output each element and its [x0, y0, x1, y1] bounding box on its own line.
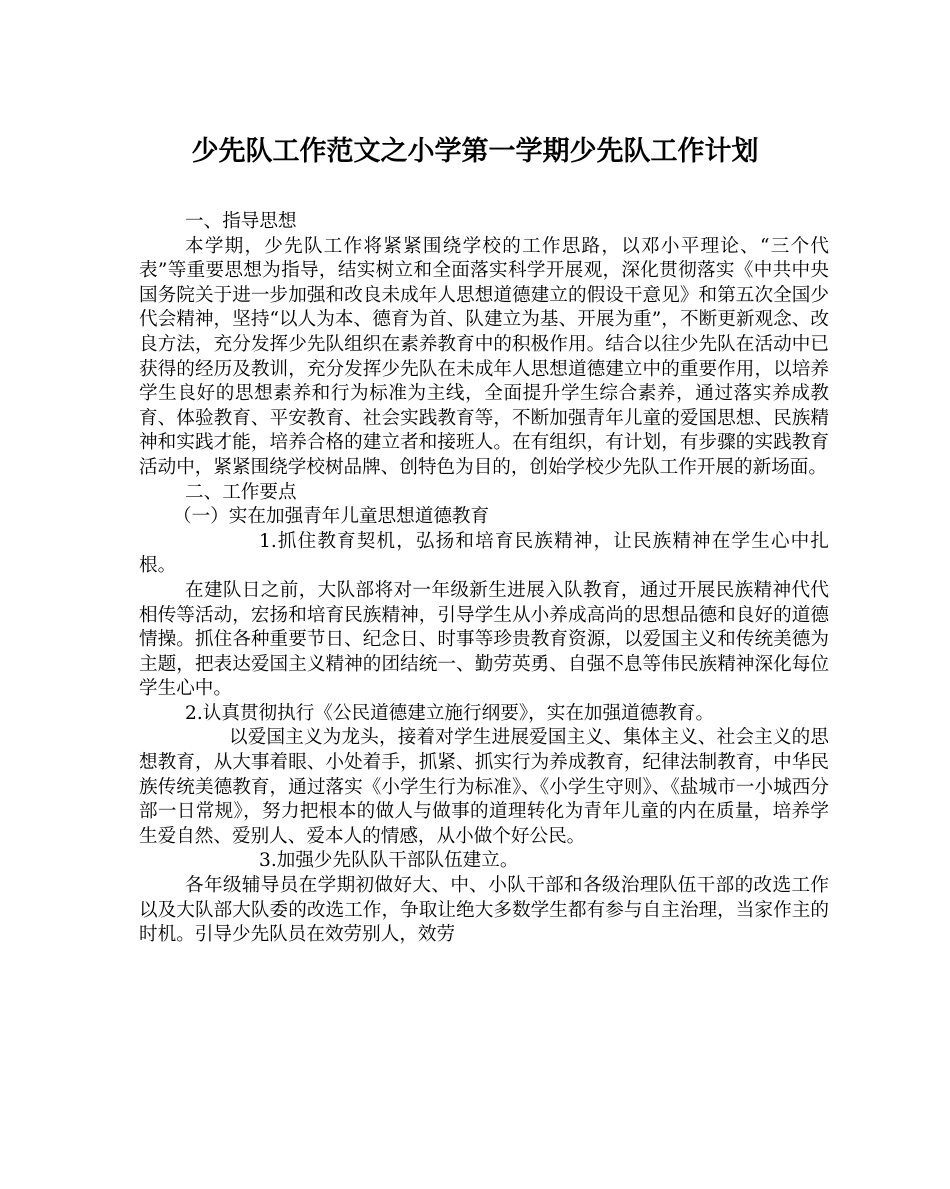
- document-title: 少先队工作范文之小学第一学期少先队工作计划: [191, 136, 759, 167]
- document-body: [139, 210, 829, 948]
- section-heading-work-points: 二、工作要点: [185, 481, 297, 503]
- item-heading-2: 2.认真贯彻执行《公民道德建立施行纲要》，实在加强道德教育。: [185, 702, 715, 724]
- paragraph-item-2: 以爱国主义为龙头，接着对学生进展爱国主义、集体主义、社会主义的思想教育，从大事着眼、小处着手，抓紧、抓实行为养成教育，纪律法制教育，中华民族传统美德教育，通过落实《小学生行为标准》、《小学生守则》、《盐城市一小城西分部一日常规》，努力把根本的做人与做事的道理转化为青年儿童的内在质量，培养学生爱自然、爱别人、爱本人的情感，从小做个好公民。: [139, 727, 829, 847]
- subsection-heading-moral-education: （一）实在加强青年儿童思想道德教育: [173, 506, 490, 528]
- item-heading-1: 1.抓住教育契机，弘扬和培育民族精神，让民族精神在学生心中扎根。: [139, 530, 829, 577]
- section-heading-guiding-ideology: 一、指导思想: [185, 211, 297, 232]
- item-heading-3: 3.加强少先队队干部队伍建立。: [259, 850, 519, 872]
- paragraph-item-1: 在建队日之前，大队部将对一年级新生进展入队教育，通过开展民族精神代代相传等活动，宏扬和培育民族精神，引导学生从小养成高尚的思想品德和良好的道德情操。抓住各种重要节日、纪念日、时事等珍贵教育资源，以爱国主义和传统美德为主题，把表达爱国主义精神的团结统一、勤劳英勇、自强不息等伟民族精神深化每位学生心中。: [139, 579, 829, 700]
- paragraph-guiding-ideology: 本学期，少先队工作将紧紧围绕学校的工作思路，以邓小平理论、“三个代表”等重要思想为指导，结实树立和全面落实科学开展观，深化贯彻落实《中共中央国务院关于进一步加强和改良未成年人思想道德建立的假设干意见》和第五次全国少代会精神，坚持“以人为本、德育为首、队建立为基、开展为重”，不断更新观念、改良方法，充分发挥少先队组织在素养教育中的积极作用。结合以往少先队在活动中已获得的经历及教训，充分发挥少先队在未成年人思想道德建立中的重要作用，以培养学生良好的思想素养和行为标准为主线，全面提升学生综合素养，通过落实养成教育、体验教育、平安教育、社会实践教育等，不断加强青年儿童的爱国思想、民族精神和实践才能，培养合格的建立者和接班人。在有组织，有计划，有步骤的实践教育活动中，紧紧围绕学校树品牌、创特色为目的，创始学校少先队工作开展的新场面。: [139, 235, 829, 478]
- paragraph-item-3: 各年级辅导员在学期初做好大、中、小队干部和各级治理队伍干部的改选工作以及大队部大队委的改选工作，争取让绝大多数学生都有参与自主治理，当家作主的时机。引导少先队员在效劳别人，效劳: [139, 875, 829, 946]
